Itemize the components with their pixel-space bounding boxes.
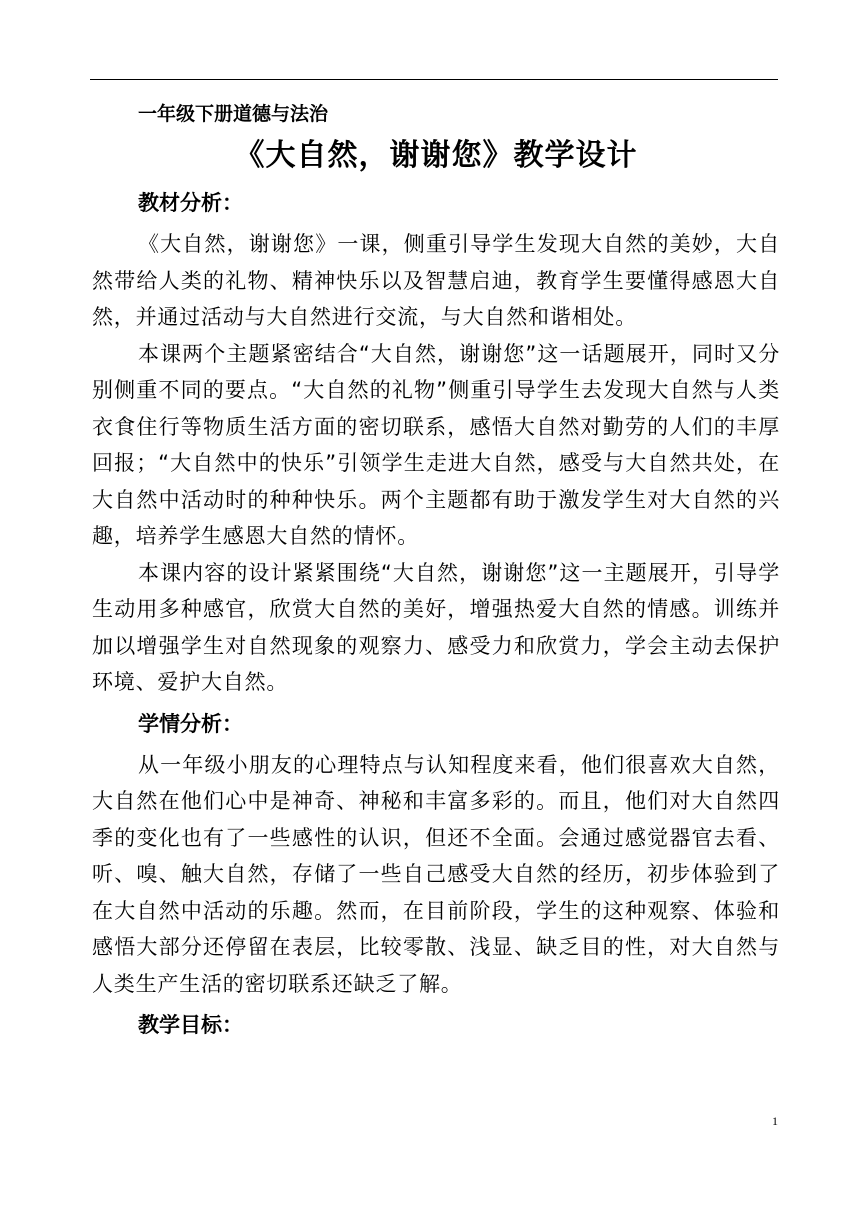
section-heading-student-analysis: 学情分析： [138,711,243,736]
header-rule [90,79,778,80]
paragraph: 本课内容的设计紧紧围绕“大自然，谢谢您”这一主题展开，引导学生动用多种感官，欣赏大自然的美好，增强热爱大自然的情感。训练并加以增强学生对自然现象的观察力、感受力和欣赏力，学会主动去保护环境、爱护大自然。 [92,560,780,694]
paragraph: 从一年级小朋友的心理特点与认知程度来看，他们很喜欢大自然，大自然在他们心中是神奇、神秘和丰富多彩的。而且，他们对大自然四季的变化也有了一些感性的认识，但还不全面。会通过感觉器官去看、听、嗅、触大自然，存储了一些自己感受大自然的经历，初步体验到了在大自然中活动的乐趣。然而，在目前阶段，学生的这种观察、体验和感悟大部分还停留在表层，比较零散、浅显、缺乏目的性，对大自然与人类生产生活的密切联系还缺乏了解。 [92,752,780,996]
page-number: 1 [772,1114,778,1128]
paragraph: 本课两个主题紧密结合“大自然，谢谢您”这一话题展开，同时又分别侧重不同的要点。“大自然的礼物”侧重引导学生去发现大自然与人类衣食住行等物质生活方面的密切联系，感悟大自然对勤劳的人们的丰厚回报；“大自然中的快乐”引领学生走进大自然，感受与大自然共处，在大自然中活动时的种种快乐。两个主题都有助于激发学生对大自然的兴趣，培养学生感恩大自然的情怀。 [92,341,780,548]
section-heading-teaching-goals: 教学目标： [138,1013,243,1037]
document-title: 《大自然，谢谢您》教学设计 [234,138,638,173]
document-body [92,96,780,1048]
paragraph: 《大自然，谢谢您》一课，侧重引导学生发现大自然的美妙，大自然带给人类的礼物、精神快乐以及智慧启迪，教育学生要懂得感恩大自然，并通过活动与大自然进行交流，与大自然和谐相处。 [92,232,780,329]
section-heading-textbook-analysis: 教材分析： [138,191,243,215]
subject-label: 一年级下册道德与法治 [138,103,329,125]
